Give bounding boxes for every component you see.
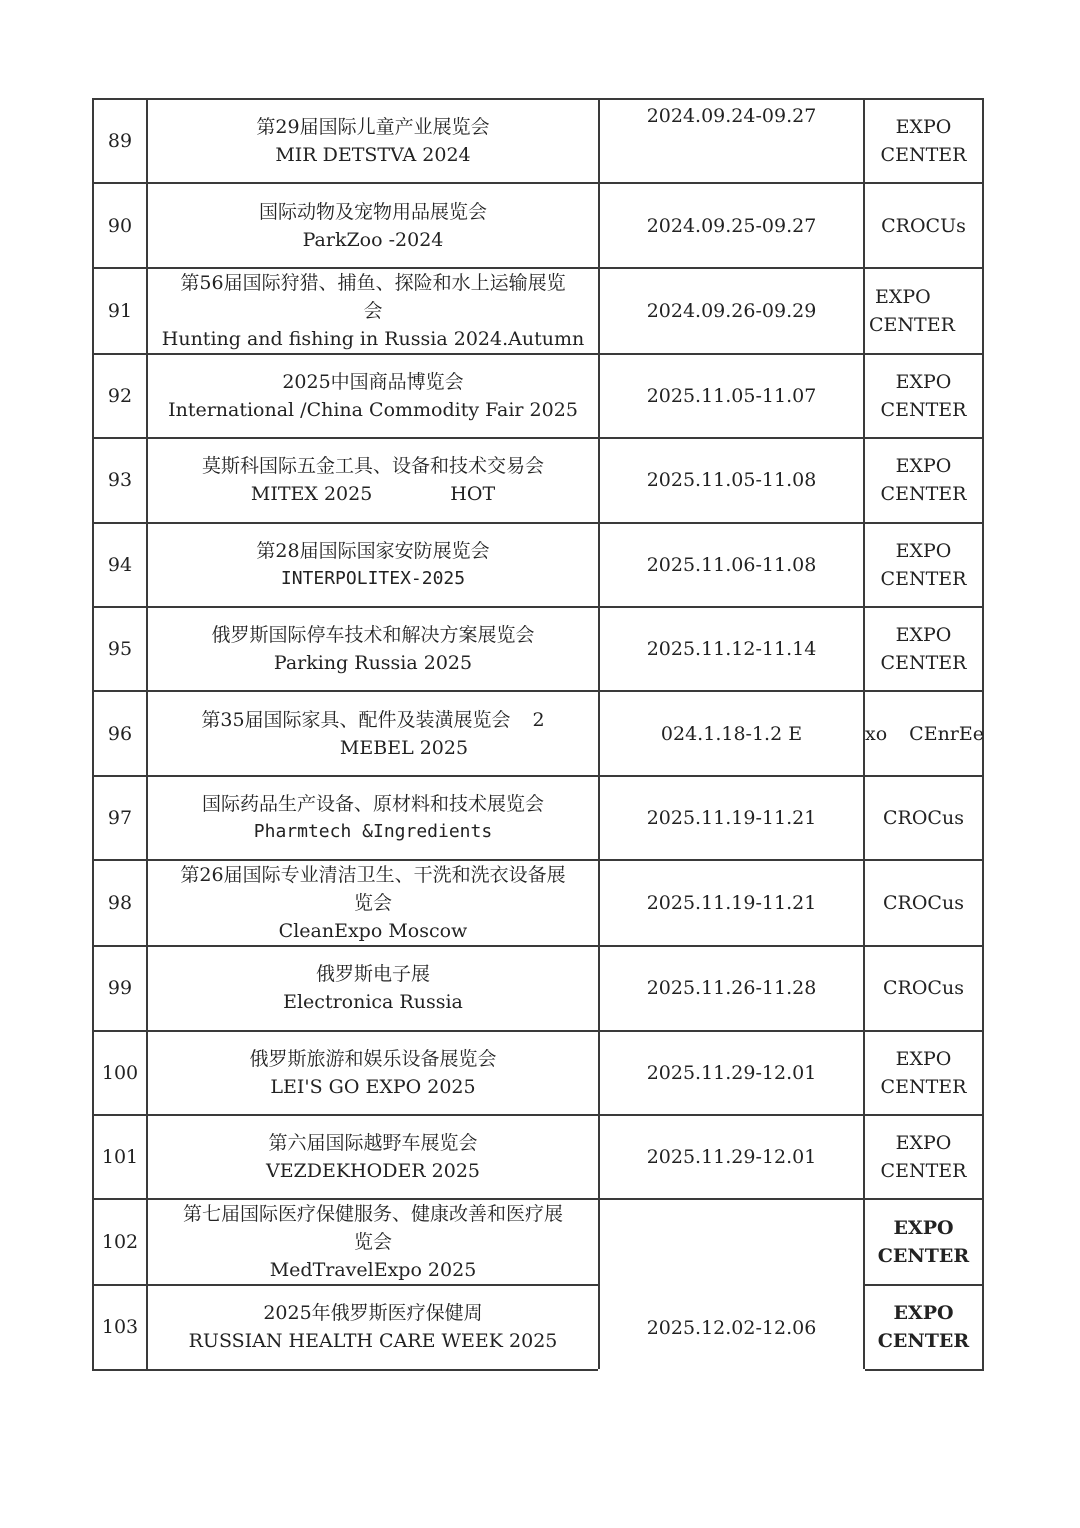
venue xyxy=(864,268,983,354)
exhibition-table xyxy=(92,98,984,1371)
row-number: 103 xyxy=(93,1285,147,1369)
name-cn: 2025年俄罗斯医疗保健周 xyxy=(263,1302,483,1325)
name-en: ParkZoo -2024 xyxy=(302,228,444,251)
table-row xyxy=(93,438,983,522)
exhibition-date: 024.1.18-1.2 E xyxy=(599,691,864,775)
venue xyxy=(864,860,983,946)
venue-line: EXPO xyxy=(893,1302,954,1325)
table-row xyxy=(93,946,983,1030)
venue-line: EXPO xyxy=(895,1047,952,1070)
name-cn: 俄罗斯旅游和娱乐设备展览会 xyxy=(249,1047,497,1070)
venue-line: CENTER xyxy=(880,483,967,506)
exhibition-name xyxy=(147,860,599,946)
name-en: Pharmtech &Ingredients xyxy=(253,820,493,842)
row-number: 100 xyxy=(93,1031,147,1115)
row-number: 91 xyxy=(93,268,147,354)
venue-line: CENTER xyxy=(880,398,967,421)
venue-line: CROCus xyxy=(883,806,964,829)
name-cn: 国际动物及宠物用品展览会 xyxy=(258,200,487,223)
exhibition-date: 2025.11.29-12.01 xyxy=(599,1115,864,1199)
venue xyxy=(864,776,983,860)
row-number: 101 xyxy=(93,1115,147,1199)
exhibition-name xyxy=(147,183,599,267)
exhibition-date: 2025.11.05-11.07 xyxy=(599,354,864,438)
venue-line: CROCus xyxy=(883,977,964,1000)
table-row xyxy=(93,183,983,267)
venue xyxy=(864,354,983,438)
name-cn: 第六届国际越野车展览会 xyxy=(268,1132,478,1155)
row-number: 98 xyxy=(93,860,147,946)
name-cn: 俄罗斯电子展 xyxy=(315,963,430,986)
name-cn: 俄罗斯国际停车技术和解决方案展览会 xyxy=(211,624,535,647)
row-number: 93 xyxy=(93,438,147,522)
table-row xyxy=(93,99,983,183)
venue-line: EXPO xyxy=(895,624,952,647)
exhibition-date: 2024.09.26-09.29 xyxy=(599,268,864,354)
venue-line: CENTER xyxy=(880,144,967,167)
name-en: MITEX 2025 xyxy=(250,483,373,506)
exhibition-name xyxy=(147,776,599,860)
venue xyxy=(864,523,983,607)
venue xyxy=(864,1199,983,1285)
exhibition-name xyxy=(147,1115,599,1199)
exhibition-name xyxy=(147,99,599,183)
venue xyxy=(864,438,983,522)
name-cn: 2025中国商品博览会 xyxy=(282,370,464,393)
name-cn-line xyxy=(150,706,596,734)
exhibition-date: 2025.11.05-11.08 xyxy=(599,438,864,522)
venue-line: EXPO xyxy=(895,116,952,139)
name-cn: 第29届国际儿童产业展览会 xyxy=(256,116,490,139)
row-number: 89 xyxy=(93,99,147,183)
venue-line: EXPO xyxy=(895,539,952,562)
venue-line: EXPO xyxy=(875,285,931,308)
exhibition-date: 2025.11.26-11.28 xyxy=(599,946,864,1030)
table-row xyxy=(93,607,983,691)
exhibition-name xyxy=(147,1285,599,1369)
venue-line: EXPO xyxy=(895,455,952,478)
name-en: INTERPOLITEX-2025 xyxy=(280,567,466,589)
name-en: CleanExpo Moscow xyxy=(278,920,468,943)
row-number: 102 xyxy=(93,1199,147,1285)
name-cn: 国际药品生产设备、原材料和技术展览会 xyxy=(201,792,544,815)
table-row xyxy=(93,860,983,946)
name-cn-cont: 览会 xyxy=(353,1231,392,1254)
row-number: 96 xyxy=(93,691,147,775)
name-cn: 第35届国际家具、配件及装潢展览会 xyxy=(201,708,511,731)
venue-line: EXPO xyxy=(895,370,952,393)
exhibition-date: 2025.12.02-12.06 xyxy=(599,1199,864,1369)
table-row xyxy=(93,268,983,354)
venue xyxy=(864,946,983,1030)
venue xyxy=(864,1115,983,1199)
table-row xyxy=(93,354,983,438)
venue xyxy=(864,691,983,775)
exhibition-date: 2025.11.19-11.21 xyxy=(599,860,864,946)
table-row xyxy=(93,691,983,775)
venue-line: CENTER xyxy=(877,1245,970,1268)
venue xyxy=(864,183,983,267)
exhibition-name xyxy=(147,691,599,775)
venue-line: CENTER xyxy=(880,567,967,590)
venue-line: EXPO xyxy=(895,1132,952,1155)
name-cn: 第七届国际医疗保健服务、健康改善和医疗展 xyxy=(182,1203,563,1226)
venue xyxy=(864,99,983,183)
exhibition-date: 2024.09.25-09.27 xyxy=(599,183,864,267)
exhibition-date: 2025.11.12-11.14 xyxy=(599,607,864,691)
name-en-line xyxy=(150,480,596,508)
name-cn: 莫斯科国际五金工具、设备和技术交易会 xyxy=(201,455,544,478)
name-cn: 第28届国际国家安防展览会 xyxy=(256,539,490,562)
row-number: 94 xyxy=(93,523,147,607)
exhibition-name xyxy=(147,946,599,1030)
name-en: MIR DETSTVA 2024 xyxy=(275,144,471,167)
table-row xyxy=(93,523,983,607)
exhibition-name xyxy=(147,607,599,691)
exhibition-date: 2025.11.19-11.21 xyxy=(599,776,864,860)
name-en: Parking Russia 2025 xyxy=(273,652,473,675)
venue-line: CENTER xyxy=(880,1075,967,1098)
name-cn-cont: 览会 xyxy=(353,892,392,915)
venue xyxy=(864,607,983,691)
venue-line: CENTER xyxy=(877,1330,970,1353)
name-en: LEI'S GO EXPO 2025 xyxy=(270,1075,476,1098)
table-row xyxy=(93,1199,983,1285)
exhibition-name xyxy=(147,1199,599,1285)
exhibition-name xyxy=(147,354,599,438)
venue-line: CENTER xyxy=(869,313,955,336)
name-en: VEZDEKHODER 2025 xyxy=(265,1160,481,1183)
name-en: MedTravelExpo 2025 xyxy=(269,1259,477,1282)
name-cn: 第56届国际狩猎、捕鱼、探险和水上运输展览 xyxy=(180,271,566,294)
name-en: RUSSIAN HEALTH CARE WEEK 2025 xyxy=(188,1330,558,1353)
exhibition-date: 2025.11.29-12.01 xyxy=(599,1031,864,1115)
hot-tag: HOT xyxy=(450,483,496,506)
venue-part: xo xyxy=(865,722,888,745)
row-number: 92 xyxy=(93,354,147,438)
name-cn-tail: 2 xyxy=(532,708,545,731)
venue-line: CENTER xyxy=(880,652,967,675)
row-number: 95 xyxy=(93,607,147,691)
venue xyxy=(864,1285,983,1369)
table-row xyxy=(93,776,983,860)
exhibition-date: 2024.09.24-09.27 xyxy=(599,99,864,183)
venue xyxy=(864,1031,983,1115)
table-row xyxy=(93,1031,983,1115)
name-en: International /China Commodity Fair 2025 xyxy=(168,398,578,421)
exhibition-name xyxy=(147,523,599,607)
venue-part: CEnrEe xyxy=(909,722,984,745)
exhibition-date: 2025.11.06-11.08 xyxy=(599,523,864,607)
row-number: 99 xyxy=(93,946,147,1030)
name-en: MEBEL 2025 xyxy=(339,736,469,759)
exhibition-name xyxy=(147,268,599,354)
name-en: Hunting and fishing in Russia 2024.Autumn xyxy=(161,327,585,350)
name-cn-cont: 会 xyxy=(363,299,383,322)
exhibition-name xyxy=(147,1031,599,1115)
table-row xyxy=(93,1115,983,1199)
row-number: 97 xyxy=(93,776,147,860)
exhibition-name xyxy=(147,438,599,522)
venue-line: CROCUs xyxy=(881,214,966,237)
name-cn: 第26届国际专业清洁卫生、干洗和洗衣设备展 xyxy=(180,864,566,887)
venue-line: EXPO xyxy=(893,1217,954,1240)
venue-line: CENTER xyxy=(880,1160,967,1183)
row-number: 90 xyxy=(93,183,147,267)
venue-line: CROCus xyxy=(883,892,964,915)
name-en: Electronica Russia xyxy=(283,991,463,1014)
